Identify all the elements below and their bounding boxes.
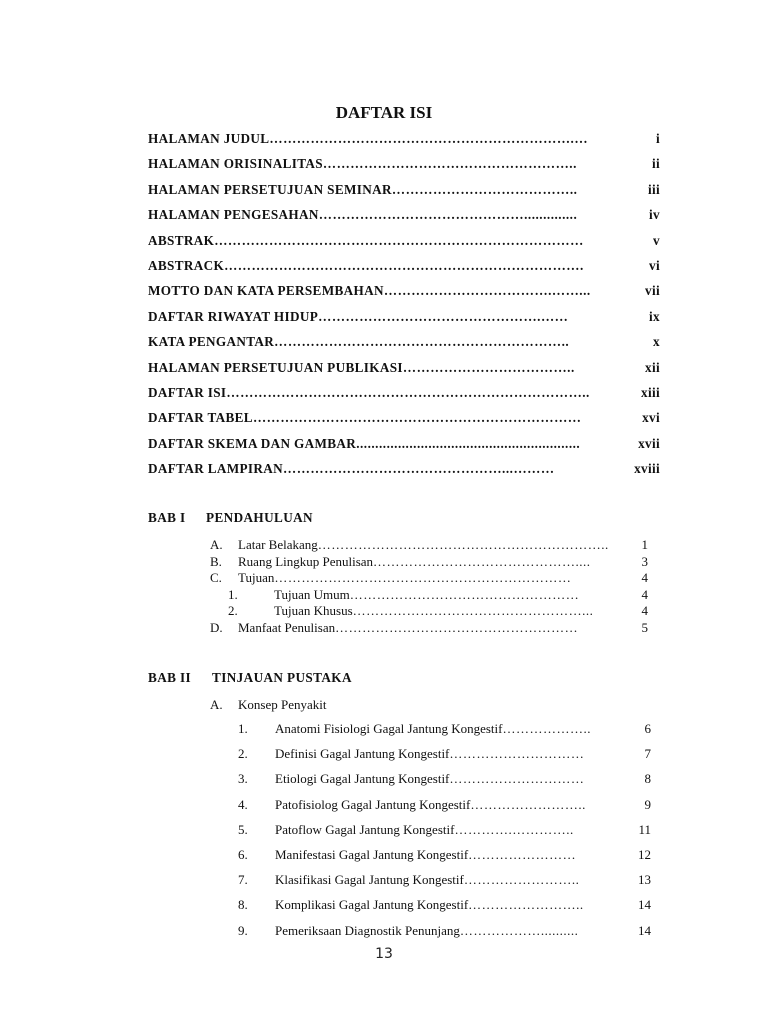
chapter-heading [148,510,313,526]
toc-subentry[interactable] [210,603,648,620]
toc-entry[interactable] [210,570,648,587]
chapter-heading [148,670,352,686]
toc-entry-label: DAFTAR ISI [148,384,227,400]
toc-leader: ……………………………………………….. [322,156,577,172]
toc-page-number: ix [649,308,660,324]
chapter-1-list [210,537,648,637]
toc-entry-label: Patoflow Gagal Jantung Kongestif [275,821,455,837]
toc-leader: ………………………………….. [391,181,578,197]
toc-entry-label: Definisi Gagal Jantung Kongestif [275,746,450,762]
toc-leader: …………………… [468,846,577,862]
toc-leader: ……………………………….. [402,359,575,375]
toc-leader: …………………………………………………………………….. [226,384,590,400]
toc-entry[interactable] [238,721,651,746]
toc-marker: 2. [238,746,248,762]
toc-page-number: xvi [642,410,660,426]
toc-entry-label: Tujuan Khusus [274,603,353,619]
toc-entry-label: HALAMAN ORISINALITAS [148,156,323,172]
toc-entry[interactable] [148,360,660,385]
toc-leader: ........................................................... [356,435,581,451]
toc-leader: ……………….......... [459,922,579,938]
toc-page-number: 14 [638,897,651,913]
toc-leader: ……………………………………………… [335,619,579,635]
toc-page-number: x [653,334,660,350]
toc-page-number: xvii [638,435,660,451]
toc-section-label: Konsep Penyakit [238,697,327,712]
toc-entry[interactable] [238,822,651,847]
toc-page-number: xviii [634,461,660,477]
toc-entry-label: Pemeriksaan Diagnostik Penunjang [275,922,460,938]
toc-leader: …………………….. [468,897,584,913]
chapter-title: PENDAHULUAN [206,510,313,525]
toc-entry[interactable] [238,872,651,897]
toc-page-number: 7 [644,746,651,762]
toc-entry[interactable] [238,746,651,771]
toc-leader: ………………………………………………………… [274,570,572,586]
toc-leader: ……………………………………….... [373,553,591,569]
toc-marker: 1. [238,721,248,736]
toc-entry[interactable] [210,620,648,637]
toc-entry-label: DAFTAR LAMPIRAN [148,461,284,477]
toc-entry[interactable] [148,233,660,258]
toc-entry-label: HALAMAN PERSETUJUAN PUBLIKASI [148,359,403,375]
toc-entry[interactable] [148,283,660,308]
toc-entry-label: HALAMAN PENGESAHAN [148,207,319,223]
toc-section [210,697,650,717]
toc-entry[interactable] [148,461,660,486]
toc-entry[interactable] [210,537,648,554]
toc-entry-label: Latar Belakang [238,537,318,552]
toc-page-number: 13 [638,872,651,888]
toc-leader: ……………….. [502,721,591,736]
toc-entry-label: KATA PENGANTAR [148,334,275,350]
toc-entry-label: Etiologi Gagal Jantung Kongestif [275,771,450,787]
toc-entry[interactable] [148,334,660,359]
toc-entry-label: DAFTAR RIWAYAT HIDUP [148,308,319,324]
toc-marker: 4. [238,796,248,812]
toc-page-number: iv [649,207,660,223]
front-matter-list [148,131,660,486]
toc-leader: …………………………………………...……… [283,461,555,477]
toc-leader: ………………………… [449,746,585,762]
chapter-number: BAB II [148,670,192,685]
toc-page-number: iii [647,181,660,197]
toc-page-number: 8 [644,771,651,787]
toc-entry-label: Ruang Lingkup Penulisan [238,553,374,569]
toc-entry-label: ABSTRAK [148,232,215,248]
toc-entry[interactable] [148,258,660,283]
toc-leader: ……………………………………………………………………. [224,257,584,273]
toc-leader: ………………………………………………………….… [269,131,589,146]
toc-marker: A. [210,537,223,552]
toc-entry-label: HALAMAN JUDUL [148,131,270,146]
toc-marker: D. [210,619,223,635]
toc-page-number: 1 [641,537,648,552]
toc-entry[interactable] [148,182,660,207]
toc-page-number: 9 [644,796,651,812]
toc-entry[interactable] [238,797,651,822]
toc-entry-label: Anatomi Fisiologi Gagal Jantung Kongestif [275,721,503,736]
toc-entry-label: Klasifikasi Gagal Jantung Kongestif [275,872,464,888]
toc-marker: 9. [238,922,248,938]
toc-marker: 2. [228,603,238,619]
toc-leader: ……………………………………………... [352,603,594,619]
toc-entry[interactable] [148,309,660,334]
toc-entry[interactable] [148,156,660,181]
toc-entry-label: Manfaat Penulisan [238,619,336,635]
toc-entry[interactable] [210,554,648,571]
toc-page-number: 12 [638,846,651,862]
toc-entry-label: Komplikasi Gagal Jantung Kongestif [275,897,469,913]
toc-marker: 8. [238,897,248,913]
chapter-title: TINJAUAN PUSTAKA [212,670,352,685]
toc-leader: ……………………………….……... [383,283,591,299]
page-number: 13 [375,946,393,962]
toc-leader: ………………………………………….…… [318,308,569,324]
toc-entry-label: MOTTO DAN KATA PERSEMBAHAN [148,283,384,299]
toc-entry-label: Tujuan Umum [274,586,350,602]
toc-marker: 6. [238,846,248,862]
toc-leader: …………………………………………… [349,586,580,602]
toc-entry[interactable] [148,410,660,435]
toc-entry[interactable] [238,771,651,796]
toc-leader: …………………….. [463,872,580,888]
toc-page-number: 4 [641,570,648,586]
toc-leader: …………………….. [470,796,586,812]
toc-entry[interactable] [238,847,651,872]
toc-page-number: v [653,232,660,248]
toc-page-number: vi [649,257,660,273]
toc-page-number: 4 [641,586,648,602]
toc-leader: ……………………………………………………….. [317,537,609,552]
toc-page-number: xii [645,359,660,375]
toc-leader: ……………………………………….............. [318,207,578,223]
chapter-2-list [238,721,651,948]
toc-page-number: vii [645,283,660,299]
toc-entry-label: Manifestasi Gagal Jantung Kongestif [275,846,469,862]
toc-entry-label: DAFTAR TABEL [148,410,253,426]
toc-page-number: 3 [641,553,648,569]
toc-marker: C. [210,570,222,586]
toc-page-number: 4 [641,603,648,619]
toc-page-number: xiii [641,384,660,400]
chapter-number: BAB I [148,510,186,525]
toc-entry[interactable] [148,131,660,156]
toc-entry[interactable] [238,923,651,948]
toc-entry-label: DAFTAR SKEMA DAN GAMBAR [148,435,357,451]
toc-leader: ……………………………………………………………… [252,410,582,426]
toc-entry-label: Tujuan [238,570,275,586]
toc-entry[interactable] [148,385,660,410]
toc-marker: B. [210,553,222,569]
toc-leader: ……………………………………………………….. [274,334,570,350]
toc-marker: A. [210,697,223,712]
toc-leader: ………………………… [449,771,585,787]
page-title: DAFTAR ISI [335,103,433,122]
toc-entry-label: Patofisiolog Gagal Jantung Kongestif [275,796,471,812]
toc-page-number: 5 [641,619,648,635]
toc-marker: 5. [238,821,248,837]
toc-entry-label: HALAMAN PERSETUJUAN SEMINAR [148,181,392,197]
toc-entry[interactable] [238,897,651,922]
toc-page-number: i [655,131,660,146]
toc-page-number: ii [651,156,660,172]
chapter-2-section[interactable] [210,697,650,717]
toc-subentry[interactable] [210,587,648,604]
toc-page-number: 14 [638,922,651,938]
toc-marker: 3. [238,771,248,787]
toc-leader: ………….………….. [454,821,574,837]
toc-page-number: 6 [644,721,651,736]
toc-entry[interactable] [148,207,660,232]
toc-marker: 1. [228,586,238,602]
toc-page-number: 11 [638,821,651,837]
toc-entry[interactable] [148,436,660,461]
toc-marker: 7. [238,872,248,888]
toc-leader: ……………………………………………………………………… [214,232,584,248]
toc-entry-label: ABSTRACK [148,257,225,273]
